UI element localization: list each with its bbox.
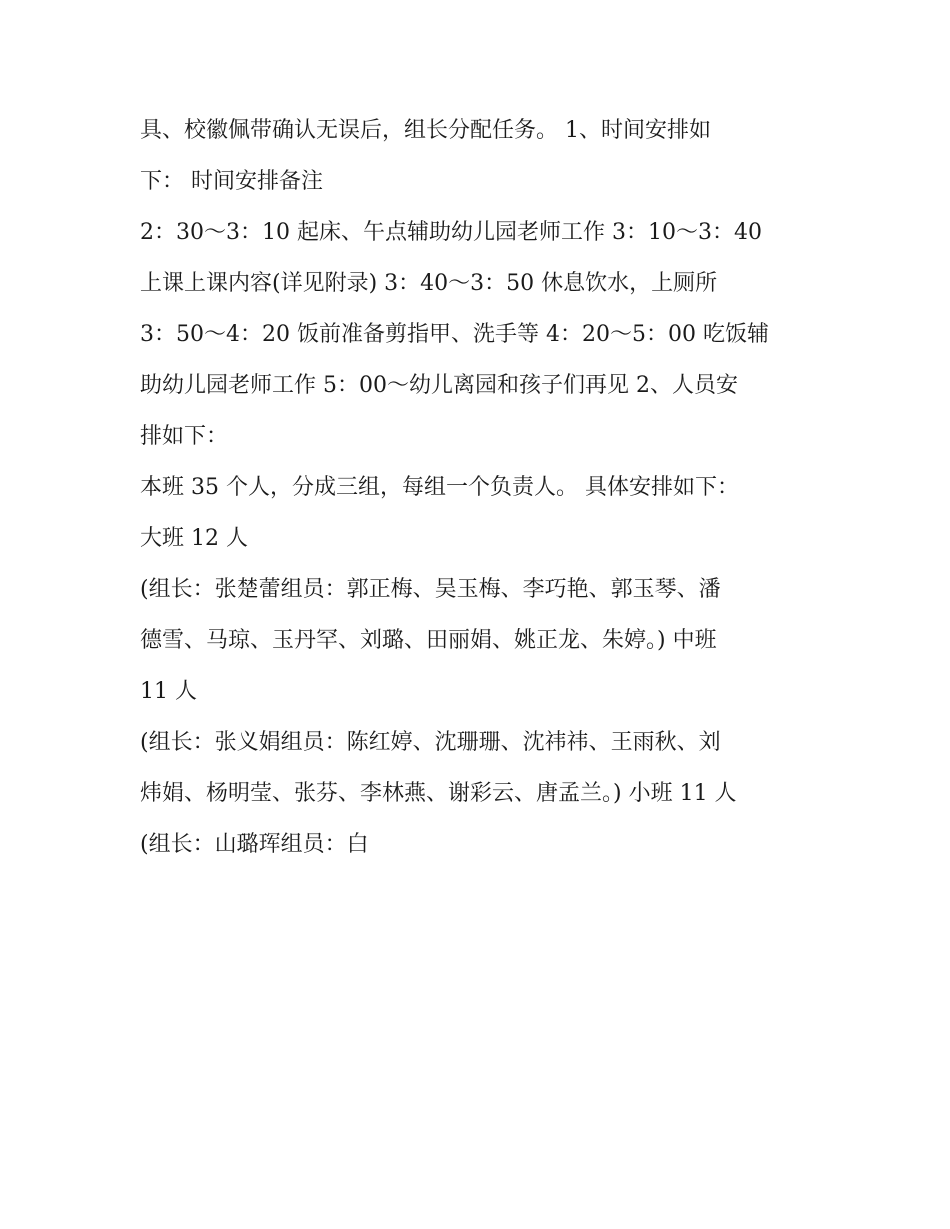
text-line: (组长：山璐珲组员：白 [140, 832, 369, 857]
text-line: 下： 时间安排备注 [140, 169, 323, 194]
text-line: 具、校徽佩带确认无误后，组长分配任务。 1、时间安排如 [140, 118, 711, 143]
text-line: 大班 12 人 [140, 526, 248, 551]
document-body [140, 105, 812, 870]
text-line: (组长：张楚蕾组员：郭正梅、吴玉梅、李巧艳、郭玉琴、潘 [140, 577, 721, 602]
text-line: 2：30～3：10 起床、午点辅助幼儿园老师工作 3：10～3：40 [140, 220, 762, 245]
text-line: (组长：张义娟组员：陈红婷、沈珊珊、沈祎祎、王雨秋、刘 [140, 730, 721, 755]
text-line: 3：50～4：20 饭前准备剪指甲、洗手等 4：20～5：00 吃饭辅 [140, 322, 769, 347]
text-line: 德雪、马琼、玉丹罕、刘璐、田丽娟、姚正龙、朱婷。) 中班 [140, 628, 717, 653]
text-line: 助幼儿园老师工作 5：00～幼儿离园和孩子们再见 2、人员安 [140, 373, 738, 398]
text-line: 上课上课内容(详见附录) 3：40～3：50 休息饮水，上厕所 [140, 271, 718, 296]
text-line: 炜娟、杨明莹、张芬、李林燕、谢彩云、唐孟兰。) 小班 11 人 [140, 781, 737, 806]
text-line: 排如下： [140, 424, 229, 449]
text-line: 本班 35 个人，分成三组，每组一个负责人。 具体安排如下： [140, 475, 739, 500]
text-line: 11 人 [140, 679, 197, 704]
